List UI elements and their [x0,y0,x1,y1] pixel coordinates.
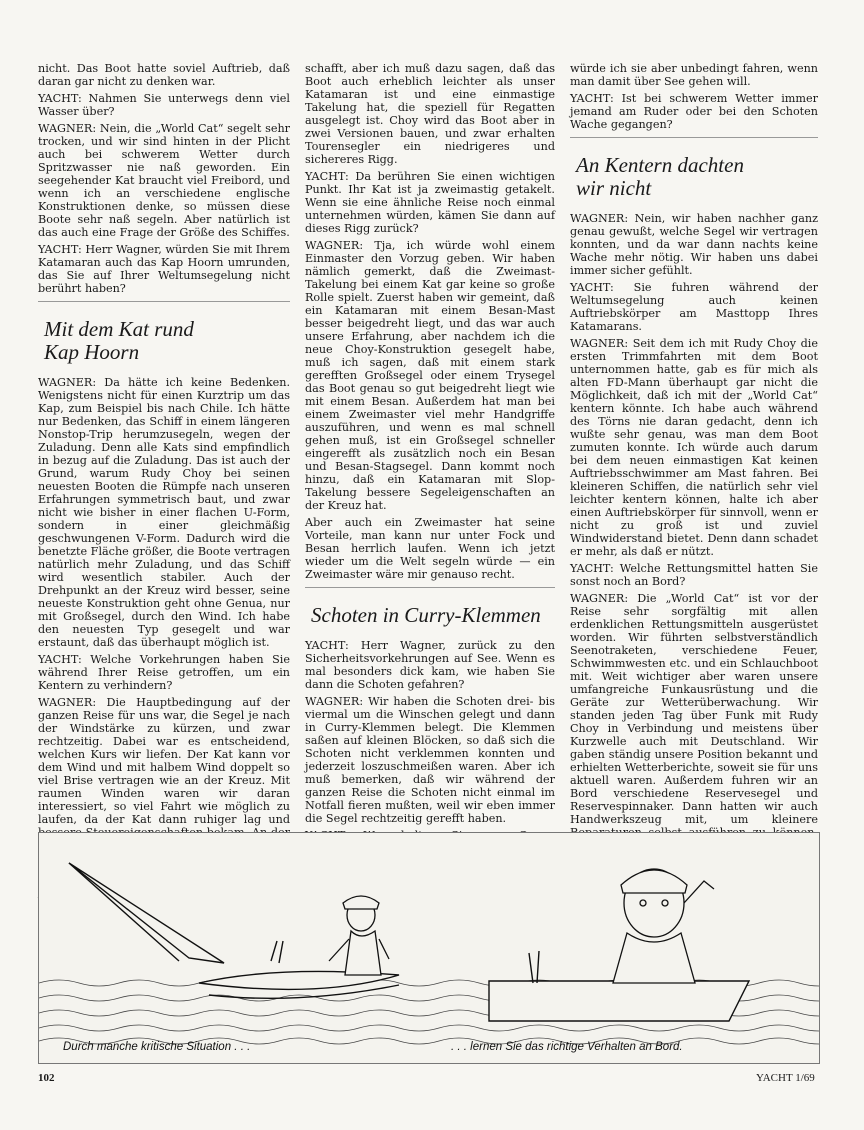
cartoon-caption-right: . . . lernen Sie das richtige Verhalten an Bord. [451,1041,683,1053]
paragraph: YACHT: Nahmen Sie unterwegs denn viel Wasser über? [38,92,290,118]
paragraph: YACHT: Da berühren Sie einen wichtigen Punkt. Ihr Kat ist ja zweimastig getakelt. Wenn sie eine ähnliche Reise noch einmal unternehmen würden, kämen Sie dann auf dieses Rigg zurück? [305,170,555,235]
paragraph: WAGNER: Die Hauptbedingung auf der ganzen Reise für uns war, die Segel je nach der Windstärke zu kürzen, und zwar rechtzeitig. Dabei war es entscheidend, welchen Kurs wir liefen. Der Kat kann vor dem Wind und mit halbem Wind doppelt so viel Brise vertragen wie an der Kreuz. Mit raumen Winden waren wir daran interessiert, so viel Fahrt wie möglich zu laufen, da der Kat dann ruhiger lag und [38,696,290,826]
sailor-left [329,896,389,975]
paragraph: YACHT: Welche Rettungsmittel hatten Sie sonst noch an Bord? [570,562,818,588]
paragraph: WAGNER: Seit dem ich mit Rudy Choy die ersten Trimmfahrten mit dem Boot unternommen hatte, gab es für mich als alten FD-Mann überhaupt gar nicht die Möglichkeit, daß ich mit der „World Cat“ kentern könnte. Ich habe auch während des Törns nie daran gedacht, denn ich wußte sehr genau, was man dem Boot zumuten konnte. Ich würde auch darum bei dem neuen einmastigen Kat keinen Auftriebsschwimmer am Mast fahren. Bei kleineren Schiffen, die natürlich sehr viel leichter kentern können, halte ich aber einen Auftriebskörper für sinnvoll, wenn er nicht zu groß ist und zuviel Windwiderstand bietet. Denn dann schadet er mehr, als daß er nützt. [570,337,818,558]
divider [38,301,290,302]
paragraph: YACHT: Herr Wagner, zurück zu den Sicherheitsvorkehrungen auf See. Wenn es mal besonders dick kam, wie haben Sie dann die Schoten gefahren? [305,639,555,691]
paragraph: YACHT: Sie fuhren während der Weltumsegelung auch keinen Auftriebskörper am Masttopp Ihres Katamarans. [570,281,818,333]
paragraph: würde ich sie aber unbedingt fahren, wenn man damit über See gehen will. [570,62,818,88]
subheading-kap-hoorn: Mit dem Kat rund Kap Hoorn [44,317,194,364]
issue-label: YACHT 1/69 [756,1072,815,1084]
capsizing-catamaran [69,863,399,998]
paragraph: YACHT: Ist bei schwerem Wetter immer jemand am Ruder oder bei den Schoten Wache gegangen? [570,92,818,131]
paragraph: WAGNER: Nein, wir haben nachher ganz genau gewußt, welche Segel wir vertragen konnten, und da war dann nachts keine Wache mehr nötig. Wir haben uns dabei immer sicher gefühlt. [570,212,818,277]
paragraph: WAGNER: Die „World Cat“ ist vor der Reise sehr sorgfältig mit allen erdenklichen Rettungsmitteln ausgerüstet worden. Wir führten selbstverständlich Seenotraketen, verschiedene Feuer, Schwimmwesten etc. und ein Schlauchboot mit. Weit wichtiger aber waren unsere umfangreiche Funkausrüstung und die Geräte zur Wetterüberwachung. Wir standen jeden Tag über Funk mit Rudy Choy in Verbindung und meistens über Kurzwelle auch mit Deutschland. Wir gaben ständig unsere Position bekannt und erhielten Wetterberichte, soweit sie für uns aktuell waren. Außerdem fuhren wir an Bord verschiedene Reservesegel und Reservespinnaker. Dann hatten wir auch Handwerkszeug mit, um kleinere [570,592,818,826]
paragraph: WAGNER: Tja, ich würde wohl einem Einmaster den Vorzug geben. Wir haben nämlich gemerkt, daß die Zweimast-Takelung bei einem Kat gar keine so große Rolle spielt. Zuerst haben wir gemeint, daß ein Katamaran mit einem Besan-Mast besser beigedreht liegt, und das war auch unsere Erfahrung, aber nachdem ich die neue Choy-Konstruktion gesegelt habe, muß ich sagen, daß mit einem stark gerefften Großsegel oder einem Trysegel das Boot genau so gut beigedreht liegt wie mit einem Besan. Außerdem hat man bei einem Zweimaster viel mehr Handgriffe auszuführen, und wenn es mal schnell gehen muß, ist ein Großsegel schneller eingerefft als zusätzlich noch ein Besan und Besan-Stagsegel. Dann kommt noch hinzu, daß ein Katamaran mit Slop-Takelung bessere Segeleigenschaften an der Kreuz hat. [305,239,555,512]
page-number: 102 [38,1072,55,1084]
paragraph: schafft, aber ich muß dazu sagen, daß das Boot auch erheblich leichter als unser Katamaran ist und eine einmastige Takelung hat, die speziell für Regatten ausgelegt ist. Choy wird das Boot aber in zwei Versionen bauen, und zwar erhalten Tourensegler ein niedrigeres und sichereres Rigg. [305,62,555,166]
cartoon-caption-left: Durch manche kritische Situation . . . [63,1041,251,1053]
paragraph: YACHT: Welche Vorkehrungen haben Sie während Ihrer Reise getroffen, um ein Kentern zu verhindern? [38,653,290,692]
subheading-schoten: Schoten in Curry-Klemmen [311,603,541,627]
cartoon-drawing [39,833,819,1063]
subheading-kentern: An Kentern dachten wir nicht [576,153,744,200]
paragraph: WAGNER: Da hätte ich keine Bedenken. Wenigstens nicht für einen Kurztrip um das Kap, zum Beispiel bis nach Chile. Ich hätte nur Bedenken, das Schiff in einem längeren Nonstop-Trip herumzusegeln, wegen der Zuladung. Denn alle Kats sind empfindlich in bezug auf die Zuladung. Das ist auch der Grund, warum Rudy Choy bei seinen neuesten Booten die Rümpfe nach unseren Erfahrungen symmetrisch baut, und zwar nicht wie bisher in einer flachen U-Form, sondern in einer gleichmäßig geschwungenen V-Form. Dadurch wird die benetzte Fläche größer, die Boote vertragen natürlich mehr Zuladung, und das Schiff wird wesentlich stabiler. Auch der Drehpunkt an der Kreuz wird besser, seine neueste Konstruktion geht ohne Genua, nur mit Großsegel, durch den Wind. Ich habe den neuesten Typ gesegelt und war erstaunt, daß das überhaupt möglich ist. [38,376,290,649]
divider [305,587,555,588]
paragraph: WAGNER: Nein, die „World Cat“ segelt sehr trocken, und wir sind hinten in der Plicht auch bei schwerem Wetter durch Spritzwasser nie naß geworden. Ein seegehender Kat braucht viel Freibord, und wenn ich an verschiedene englische Konstruktionen denke, so müssen diese Boote sehr naß segeln. Aber natürlich ist das auch eine Frage der Größe des Schiffes. [38,122,290,239]
paragraph: YACHT: Herr Wagner, würden Sie mit Ihrem Katamaran auch das Kap Hoorn umrunden, das Sie auf Ihrer Weltumsegelung nicht berührt haben? [38,243,290,295]
paragraph: Aber auch ein Zweimaster hat seine Vorteile, man kann nur unter Fock und Besan herrlich laufen. Wenn ich jetzt wieder um die Welt segeln würde — ein Zweimaster wäre mir genauso recht. [305,516,555,581]
divider [570,137,818,138]
cartoon-illustration [38,832,820,1064]
paragraph: WAGNER: Wir haben die Schoten drei- bis viermal um die Winschen gelegt und dann in Curry-Klemmen belegt. Die Klemmen saßen auf kleinen Blöcken, so daß sich die Schoten nicht verklemmen konnten und jederzeit loszuschmeißen waren. Aber ich muß bemerken, daß wir während der ganzen Reise die Schoten nicht einmal im Notfall fieren mußten, weil wir eben immer die Segel rechtzeitig gerefft haben. [305,695,555,825]
paragraph: nicht. Das Boot hatte soviel Auftrieb, daß daran gar nicht zu denken war. [38,62,290,88]
sailor-right [613,869,714,983]
